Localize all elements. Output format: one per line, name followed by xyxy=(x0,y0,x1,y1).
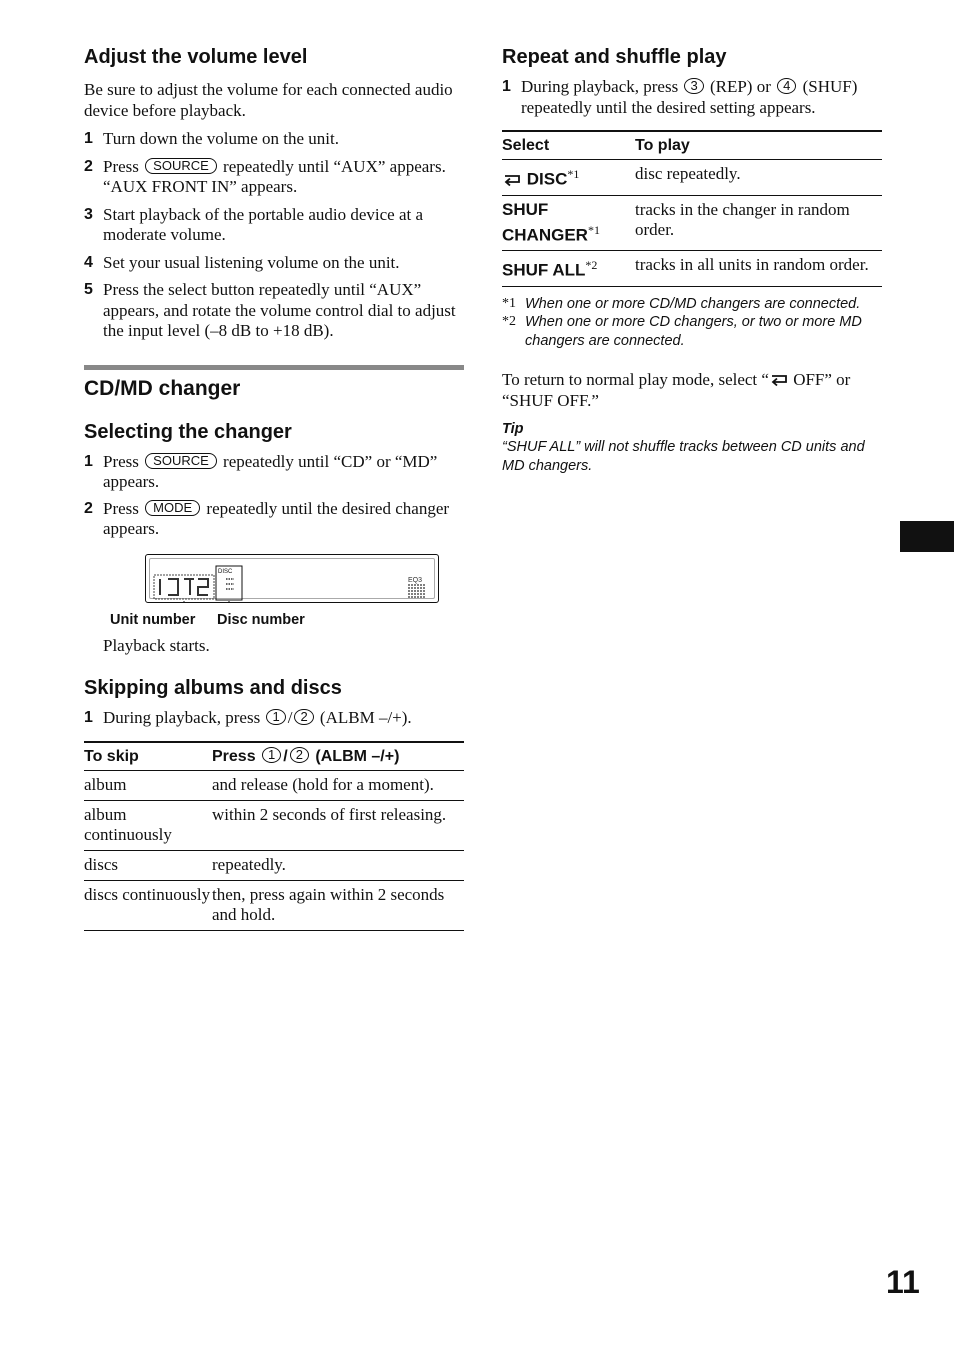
table-row: discs repeatedly. xyxy=(84,850,464,880)
skip-table xyxy=(84,741,464,931)
table-row: SHUF ALL$^{*2}$ tracks in all units in random order. xyxy=(502,251,882,287)
lcd-display xyxy=(145,554,439,603)
section-divider xyxy=(84,365,464,370)
display-illustration xyxy=(84,554,464,632)
section-title: CD/MD changer xyxy=(84,376,241,400)
left-column xyxy=(84,44,464,931)
svg-text:EQ3: EQ3 xyxy=(408,576,423,584)
button-4-label: 4 xyxy=(777,78,796,94)
playback-starts-text: Playback starts. xyxy=(103,635,210,655)
button-1-label: 1 xyxy=(266,709,285,725)
skipping-heading: Skipping albums and discs xyxy=(84,677,342,699)
tip-text: “SHUF ALL” will not shuffle tracks between CD units and MD changers. xyxy=(502,439,865,475)
table-row: album continuously within 2 seconds of first releasing. xyxy=(84,800,464,850)
mode-button-label: MODE xyxy=(145,500,200,516)
skipping-step-1: 1 During playback, press 1 / 2 (ALBM –/+). xyxy=(84,708,412,727)
right-column xyxy=(502,44,882,476)
selecting-heading: Selecting the changer xyxy=(84,420,292,443)
page-number: 11 xyxy=(886,1264,920,1300)
table-row: DISC$^{*1}$ disc repeatedly. xyxy=(502,160,882,196)
table-row: discs continuously then, press again within 2 seconds and hold. xyxy=(84,880,464,930)
repeat-icon xyxy=(769,373,789,387)
table-header-row: Select To play xyxy=(502,131,882,160)
footnote-1: *1 When one or more CD/MD changers are connected. xyxy=(502,295,861,312)
tip-label: Tip xyxy=(502,421,524,438)
volume-step-1: 1 Turn down the volume on the unit. xyxy=(84,129,339,148)
source-button-label: SOURCE xyxy=(145,453,217,469)
volume-intro: Be sure to adjust the volume for each connected audio device before playback. xyxy=(84,80,453,120)
button-3-label: 3 xyxy=(684,78,703,94)
changer-step-2: 2 Press MODE repeatedly until the desired changer appears. xyxy=(84,498,450,538)
repeat-table xyxy=(502,130,882,287)
table-row: SHUF CHANGER$^{*1}$ tracks in the changer in random order. xyxy=(502,195,882,251)
tip-block xyxy=(502,420,882,476)
footnotes xyxy=(502,295,882,351)
source-button-label: SOURCE xyxy=(145,158,217,174)
table-row: album and release (hold for a moment). xyxy=(84,770,464,800)
button-2-label: 2 xyxy=(294,709,313,725)
disc-number-label: Disc number xyxy=(217,611,305,628)
volume-step-2: 2 Press SOURCE repeatedly until “AUX” appears. “AUX FRONT IN” appears. xyxy=(84,156,446,196)
return-normal-text: To return to normal play mode, select “ OFF” or “SHUF OFF.” xyxy=(502,370,851,410)
repeat-heading: Repeat and shuffle play xyxy=(502,46,727,68)
volume-step-5: 5 Press the select button repeatedly until “AUX” appears, and rotate the volume control dial to adjust the input level (–8 dB to +18 dB). xyxy=(84,280,456,340)
lcd-segments xyxy=(146,555,438,602)
volume-step-4: 4 Set your usual listening volume on the unit. xyxy=(84,252,400,272)
repeat-step-1: 1 During playback, press 3 (REP) or 4 (SHUF) repeatedly until the desired setting appears. xyxy=(502,77,858,117)
footnote-2: *2 When one or more CD changers, or two or more MD changers are connected. xyxy=(502,314,862,349)
volume-heading: Adjust the volume level xyxy=(84,46,308,68)
thumb-index-tab xyxy=(900,521,954,552)
changer-step-1: 1 Press SOURCE repeatedly until “CD” or “MD” appears. xyxy=(84,451,438,491)
volume-step-3: 3 Start playback of the portable audio device at a moderate volume. xyxy=(84,204,424,244)
svg-text:DISC: DISC xyxy=(218,568,233,575)
table-header-row: To skip Press 1 / 2 (ALBM –/+) xyxy=(84,742,464,771)
unit-number-label: Unit number xyxy=(110,611,196,628)
repeat-icon xyxy=(502,173,522,187)
